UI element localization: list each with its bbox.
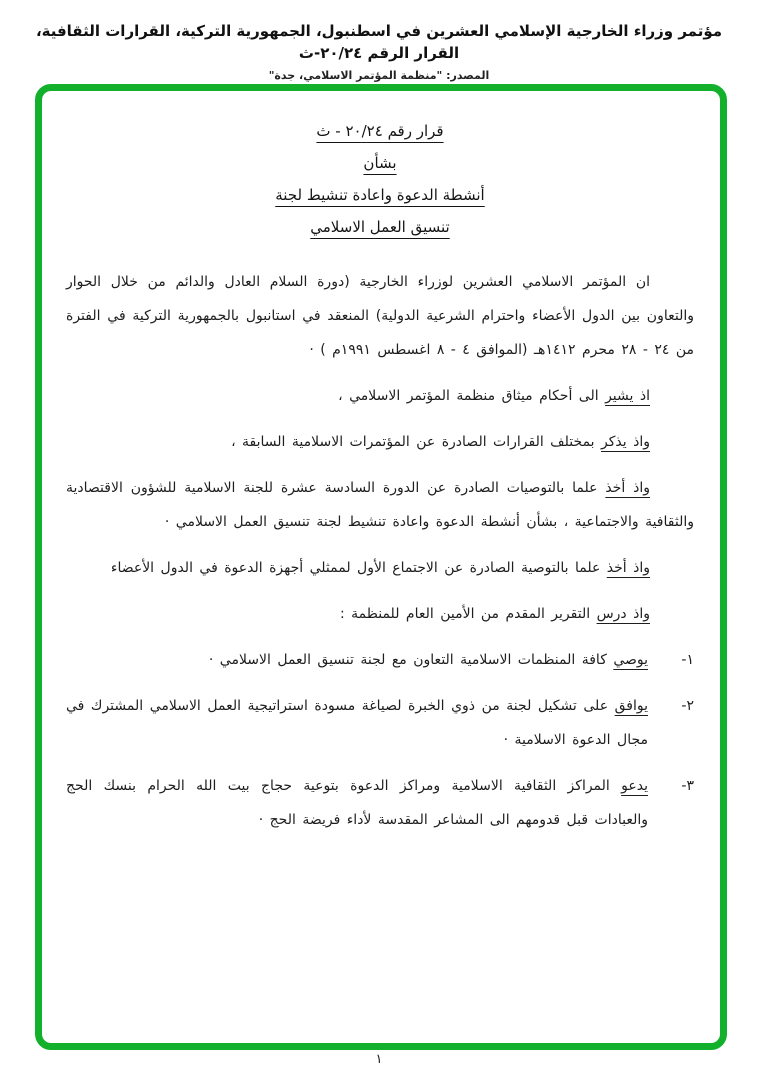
paragraph-text: ان المؤتمر الاسلامي العشرين لوزراء الخارجية (دورة السلام العادل والدائم من خلال الحوار والتعاون بين الدول الأعضاء واحترام الشرعية الدولية) المنعقد في استانبول بالجمهورية التركية في الفترة من ٢٤ - ٢٨ محرم ١٤١٢هـ (الموافق ٤ - ٨ اغسطس ١٩٩١م ) · xyxy=(66,274,694,358)
resolution-number-line: قرار رقم ٢٤‏/‏٢٠ - ث xyxy=(316,122,444,140)
paragraph-text: كافة المنظمات الاسلامية التعاون مع لجنة تنسيق العمل الاسلامي · xyxy=(208,652,614,668)
resolution-title xyxy=(66,115,694,243)
paragraph-text: التقرير المقدم من الأمين العام للمنظمة : xyxy=(339,606,597,622)
preamble-paragraph xyxy=(66,425,694,459)
numbered-clause xyxy=(66,643,694,677)
paragraph-text: على تشكيل لجنة من ذوي الخبرة لصياغة مسودة استراتيجية العمل الاسلامي المشترك في مجال الدعوة الاسلامية · xyxy=(66,698,648,748)
numbered-clause xyxy=(66,689,694,757)
paragraph-text: علما بالتوصية الصادرة عن الاجتماع الأول لممثلي أجهزة الدعوة في الدول الأعضاء xyxy=(110,560,607,576)
header-title-line: مؤتمر وزراء الخارجية الإسلامي العشرين في اسطنبول، الجمهورية التركية، القرارات الثقافية، القرار الرقم ٢٤‏/‏٢٠-ث xyxy=(35,22,723,62)
preamble-paragraph xyxy=(66,597,694,631)
preamble-paragraph xyxy=(66,551,694,585)
resolution-subject-line-2: تنسيق العمل الاسلامي xyxy=(310,218,450,236)
paragraph-text: علما بالتوصيات الصادرة عن الدورة السادسة عشرة للجنة الاسلامية للشؤون الاقتصادية والثقافية والاجتماعية ، بشأن أنشطة الدعوة واعادة تنشيط لجنة تنسيق العمل الاسلامي · xyxy=(66,480,694,530)
header-source-line: المصدر: "منظمة المؤتمر الاسلامي، جدة" xyxy=(268,69,490,82)
document-frame xyxy=(35,84,727,1050)
document-header xyxy=(0,0,758,82)
preamble-paragraph xyxy=(66,265,694,367)
lead-phrase: واذ أخذ xyxy=(606,560,650,576)
lead-phrase: واذ درس xyxy=(596,606,650,622)
resolution-subject-line-1: أنشطة الدعوة واعادة تنشيط لجنة xyxy=(275,186,485,204)
clause-text xyxy=(66,643,648,677)
clause-number: ٢- xyxy=(681,698,694,714)
lead-phrase: يوصي xyxy=(613,652,648,668)
lead-phrase: واذ يذكر xyxy=(601,434,650,450)
lead-phrase: واذ أخذ xyxy=(605,480,650,496)
numbered-clause xyxy=(66,769,694,837)
clause-text xyxy=(66,769,648,837)
preamble-paragraph xyxy=(66,471,694,539)
paragraph-text: المراكز الثقافية الاسلامية ومراكز الدعوة بتوعية حجاج بيت الله الحرام بنسك الحج والعبادات قبل قدومهم الى المشاعر المقدسة لأداء فريضة الحج · xyxy=(66,778,648,828)
lead-phrase: اذ يشير xyxy=(605,388,650,404)
clause-number: ١- xyxy=(681,652,694,668)
document-content xyxy=(42,91,720,1043)
lead-phrase: يوافق xyxy=(614,698,648,714)
lead-phrase: يدعو xyxy=(621,778,648,794)
clause-text xyxy=(66,689,648,757)
paragraph-text: بمختلف القرارات الصادرة عن المؤتمرات الاسلامية السابقة ، xyxy=(231,434,602,450)
paragraph-text: الى أحكام ميثاق منظمة المؤتمر الاسلامي ، xyxy=(338,388,606,404)
preamble-paragraph xyxy=(66,379,694,413)
clause-number: ٣- xyxy=(681,778,694,794)
page-number: ١ xyxy=(375,1052,383,1067)
resolution-concerning-line: بشأن xyxy=(363,154,397,172)
